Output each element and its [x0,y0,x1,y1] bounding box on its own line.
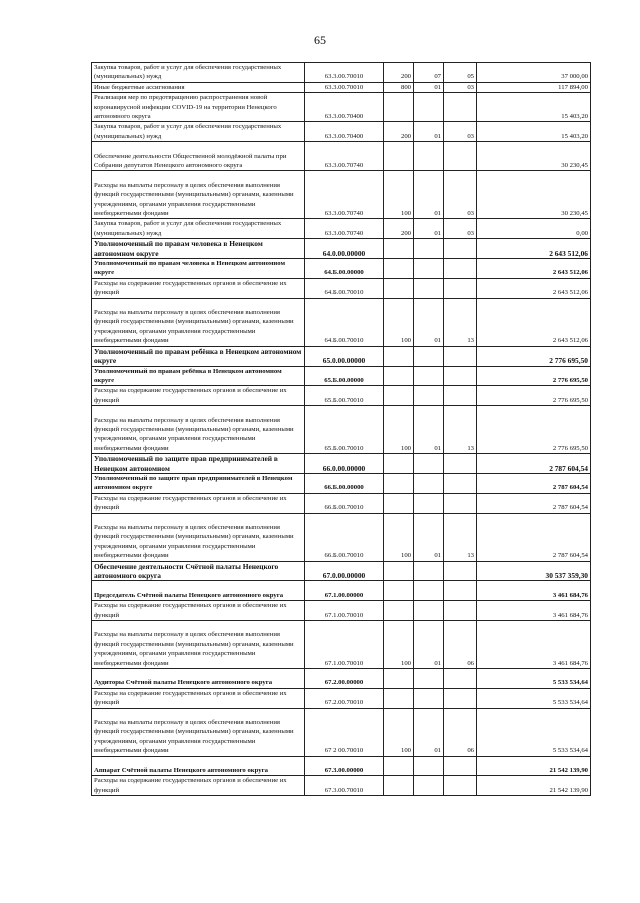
row-name-cell: Расходы на содержание государственных органов и обеспечение их функций [92,776,305,796]
row-code-cell: 63.3.00.70740 [305,219,384,239]
row-expense-type-cell: 100 [384,406,414,454]
row-subsection-cell [444,668,477,688]
row-amount-cell: 37 000,00 [477,63,591,83]
row-name-cell: Закупка товаров, работ и услуг для обеспечения государственных (муниципальных) нужд [92,219,305,239]
row-amount-cell: 15 403,20 [477,93,591,122]
row-subsection-cell: 13 [444,406,477,454]
row-amount-cell: 3 461 684,76 [477,601,591,621]
row-code-cell: 64.Б.00.70010 [305,278,384,298]
row-subsection-cell [444,386,477,406]
row-name-cell: Уполномоченный по защите прав предпринимателей в Ненецком автономном округе [92,473,305,493]
row-expense-type-cell: 100 [384,620,414,668]
row-amount-cell: 2 643 512,06 [477,239,591,259]
row-name-cell: Иные бюджетные ассигнования [92,82,305,92]
row-code-cell: 67.1.00.70010 [305,601,384,621]
row-name-cell: Аппарат Счётной палаты Ненецкого автономного округа [92,756,305,776]
row-name-cell: Уполномоченный по правам ребёнка в Ненецком автономном округе [92,366,305,386]
table-row [92,688,591,708]
table-row [92,122,591,142]
row-code-cell: 64.Б.00.00000 [305,259,384,279]
row-name-cell: Уполномоченный по правам человека в Ненецком автономном округе [92,259,305,279]
row-subsection-cell [444,688,477,708]
row-code-cell: 67.3.00.70010 [305,776,384,796]
row-subsection-cell: 03 [444,171,477,219]
row-section-cell [414,366,444,386]
row-name-cell: Уполномоченный по защите прав предпринимателей в Ненецком автономном [92,454,305,474]
table-row [92,93,591,122]
row-name-cell: Обеспечение деятельности Счётной палаты Ненецкого автономного округа [92,561,305,581]
table-row [92,406,591,454]
row-amount-cell: 5 533 534,64 [477,668,591,688]
row-subsection-cell: 03 [444,219,477,239]
row-expense-type-cell [384,561,414,581]
row-expense-type-cell [384,668,414,688]
row-amount-cell: 3 461 684,76 [477,581,591,601]
row-amount-cell: 21 542 139,90 [477,756,591,776]
row-amount-cell: 2 776 695,50 [477,346,591,366]
row-subsection-cell [444,142,477,171]
row-subsection-cell [444,601,477,621]
row-expense-type-cell [384,278,414,298]
row-subsection-cell [444,239,477,259]
row-subsection-cell: 05 [444,63,477,83]
row-amount-cell: 30 230,45 [477,142,591,171]
row-name-cell: Реализация мер по предотвращению распространения новой коронавирусной инфекции COVID-19 на территории Ненецкого автономного округа [92,93,305,122]
row-expense-type-cell: 200 [384,63,414,83]
row-subsection-cell: 13 [444,298,477,346]
row-code-cell: 63.3.00.70400 [305,122,384,142]
row-code-cell: 67.2.00.70010 [305,688,384,708]
table-row [92,561,591,581]
row-name-cell: Обеспечение деятельности Общественной молодёжной палаты при Собрании депутатов Ненецкого автономного округа [92,142,305,171]
row-amount-cell: 2 643 512,06 [477,298,591,346]
row-name-cell: Расходы на выплаты персоналу в целях обеспечения выполнения функций государственными (муниципальными) органами, казенными учреждениями, органами управления государственными внебюджетными фондами [92,620,305,668]
row-section-cell [414,93,444,122]
row-code-cell: 63.3.00.70010 [305,82,384,92]
table-row [92,63,591,83]
row-section-cell [414,259,444,279]
row-name-cell: Расходы на выплаты персоналу в целях обеспечения выполнения функций государственными (муниципальными) органами, казенными учреждениями, органами управления государственными внебюджетными фондами [92,513,305,561]
row-subsection-cell [444,473,477,493]
row-subsection-cell: 13 [444,513,477,561]
row-code-cell: 63.3.00.70740 [305,171,384,219]
row-code-cell: 63.3.00.70010 [305,63,384,83]
row-code-cell: 65.Б.00.70010 [305,406,384,454]
row-amount-cell: 5 533 534,64 [477,688,591,708]
table-row [92,668,591,688]
row-expense-type-cell [384,473,414,493]
row-code-cell: 67.1.00.70010 [305,620,384,668]
row-code-cell: 64.Б.00.70010 [305,298,384,346]
row-code-cell: 67 2 00.70010 [305,708,384,756]
row-section-cell: 07 [414,63,444,83]
row-code-cell: 65.Б.00.70010 [305,386,384,406]
row-name-cell: Расходы на выплаты персоналу в целях обеспечения выполнения функций государственными (муниципальными) органами, казенными учреждениями, органами управления государственными внебюджетными фондами [92,406,305,454]
row-code-cell: 66.Б.00.70010 [305,493,384,513]
table-row [92,620,591,668]
row-amount-cell: 2 776 695,50 [477,386,591,406]
row-subsection-cell: 06 [444,620,477,668]
row-subsection-cell [444,776,477,796]
row-expense-type-cell [384,239,414,259]
row-expense-type-cell: 100 [384,171,414,219]
row-section-cell [414,688,444,708]
row-section-cell: 01 [414,82,444,92]
row-section-cell [414,756,444,776]
table-row [92,454,591,474]
row-subsection-cell [444,581,477,601]
table-row [92,366,591,386]
row-name-cell: Расходы на содержание государственных органов и обеспечение их функций [92,688,305,708]
row-name-cell: Расходы на содержание государственных органов и обеспечение их функций [92,601,305,621]
row-expense-type-cell [384,366,414,386]
row-amount-cell: 15 403,20 [477,122,591,142]
row-expense-type-cell [384,688,414,708]
row-expense-type-cell: 200 [384,219,414,239]
table-row [92,473,591,493]
row-expense-type-cell [384,776,414,796]
table-row [92,298,591,346]
budget-table-body [92,63,591,796]
row-expense-type-cell: 800 [384,82,414,92]
row-expense-type-cell: 200 [384,122,414,142]
table-row [92,346,591,366]
row-code-cell: 64.0.00.00000 [305,239,384,259]
row-amount-cell: 2 776 695,50 [477,406,591,454]
page-number: 65 [314,33,326,47]
table-row [92,171,591,219]
row-subsection-cell [444,561,477,581]
row-section-cell: 01 [414,708,444,756]
row-subsection-cell [444,454,477,474]
row-amount-cell: 2 776 695,50 [477,366,591,386]
table-row [92,776,591,796]
row-code-cell: 67.1.00.00000 [305,581,384,601]
table-row [92,581,591,601]
row-subsection-cell [444,278,477,298]
row-expense-type-cell: 100 [384,513,414,561]
row-expense-type-cell [384,601,414,621]
table-row [92,513,591,561]
row-expense-type-cell [384,142,414,171]
row-section-cell: 01 [414,620,444,668]
row-section-cell [414,561,444,581]
row-name-cell: Председатель Счётной палаты Ненецкого автономного округа [92,581,305,601]
row-expense-type-cell: 100 [384,708,414,756]
row-expense-type-cell [384,454,414,474]
row-section-cell: 01 [414,122,444,142]
row-code-cell: 67.2.00.00000 [305,668,384,688]
row-code-cell: 67.0.00.00000 [305,561,384,581]
table-row [92,493,591,513]
row-section-cell [414,776,444,796]
row-amount-cell: 30 537 359,30 [477,561,591,581]
row-name-cell: Расходы на выплаты персоналу в целях обеспечения выполнения функций государственными (муниципальными) органами, казенными учреждениями, органами управления государственными внебюджетными фондами [92,171,305,219]
row-amount-cell: 2 787 604,54 [477,513,591,561]
row-code-cell: 66.0.00.00000 [305,454,384,474]
row-subsection-cell [444,93,477,122]
row-amount-cell: 2 643 512,06 [477,278,591,298]
row-name-cell: Расходы на содержание государственных органов и обеспечение их функций [92,493,305,513]
budget-table [91,62,591,796]
row-section-cell [414,668,444,688]
table-row [92,219,591,239]
row-expense-type-cell [384,756,414,776]
row-amount-cell: 117 894,00 [477,82,591,92]
row-section-cell [414,581,444,601]
table-row [92,601,591,621]
row-code-cell: 66.Б.00.00000 [305,473,384,493]
table-row [92,82,591,92]
row-code-cell: 65.0.00.00000 [305,346,384,366]
row-amount-cell: 0,00 [477,219,591,239]
row-section-cell [414,493,444,513]
row-section-cell [414,142,444,171]
row-section-cell [414,601,444,621]
row-section-cell [414,278,444,298]
row-subsection-cell: 03 [444,122,477,142]
row-section-cell: 01 [414,219,444,239]
row-expense-type-cell [384,259,414,279]
row-amount-cell: 2 787 604,54 [477,454,591,474]
row-name-cell: Расходы на выплаты персоналу в целях обеспечения выполнения функций государственными (муниципальными) органами, казенными учреждениями, органами управления государственными внебюджетными фондами [92,298,305,346]
row-code-cell: 63.3.00.70400 [305,93,384,122]
row-section-cell [414,386,444,406]
row-name-cell: Расходы на выплаты персоналу в целях обеспечения выполнения функций государственными (муниципальными) органами, казенными учреждениями, органами управления государственными внебюджетными фондами [92,708,305,756]
table-row [92,239,591,259]
row-expense-type-cell [384,581,414,601]
row-amount-cell: 3 461 684,76 [477,620,591,668]
row-subsection-cell: 06 [444,708,477,756]
row-expense-type-cell: 100 [384,298,414,346]
row-amount-cell: 2 643 512,06 [477,259,591,279]
row-section-cell [414,473,444,493]
row-name-cell: Расходы на содержание государственных органов и обеспечение их функций [92,386,305,406]
row-section-cell [414,239,444,259]
row-subsection-cell [444,366,477,386]
row-subsection-cell [444,259,477,279]
row-expense-type-cell [384,346,414,366]
row-name-cell: Расходы на содержание государственных органов и обеспечение их функций [92,278,305,298]
row-expense-type-cell [384,386,414,406]
row-amount-cell: 21 542 139,90 [477,776,591,796]
table-row [92,386,591,406]
table-row [92,278,591,298]
row-code-cell: 67.3.00.00000 [305,756,384,776]
row-section-cell: 01 [414,171,444,219]
row-name-cell: Аудиторы Счётной палаты Ненецкого автономного округа [92,668,305,688]
row-section-cell: 01 [414,513,444,561]
row-section-cell: 01 [414,406,444,454]
table-row [92,259,591,279]
row-subsection-cell [444,493,477,513]
row-subsection-cell: 03 [444,82,477,92]
row-name-cell: Закупка товаров, работ и услуг для обеспечения государственных (муниципальных) нужд [92,122,305,142]
row-name-cell: Уполномоченный по правам человека в Ненецком автономном округе [92,239,305,259]
table-row [92,756,591,776]
row-amount-cell: 5 533 534,64 [477,708,591,756]
row-subsection-cell [444,756,477,776]
row-name-cell: Закупка товаров, работ и услуг для обеспечения государственных (муниципальных) нужд [92,63,305,83]
row-section-cell: 01 [414,298,444,346]
row-name-cell: Уполномоченный по правам ребёнка в Ненецком автономном округе [92,346,305,366]
row-expense-type-cell [384,93,414,122]
table-row [92,708,591,756]
row-amount-cell: 30 230,45 [477,171,591,219]
table-row [92,142,591,171]
row-expense-type-cell [384,493,414,513]
row-section-cell [414,454,444,474]
row-code-cell: 65.Б.00.00000 [305,366,384,386]
row-amount-cell: 2 787 604,54 [477,473,591,493]
row-subsection-cell [444,346,477,366]
row-amount-cell: 2 787 604,54 [477,493,591,513]
row-section-cell [414,346,444,366]
row-code-cell: 63.3.00.70740 [305,142,384,171]
row-code-cell: 66.Б.00.70010 [305,513,384,561]
